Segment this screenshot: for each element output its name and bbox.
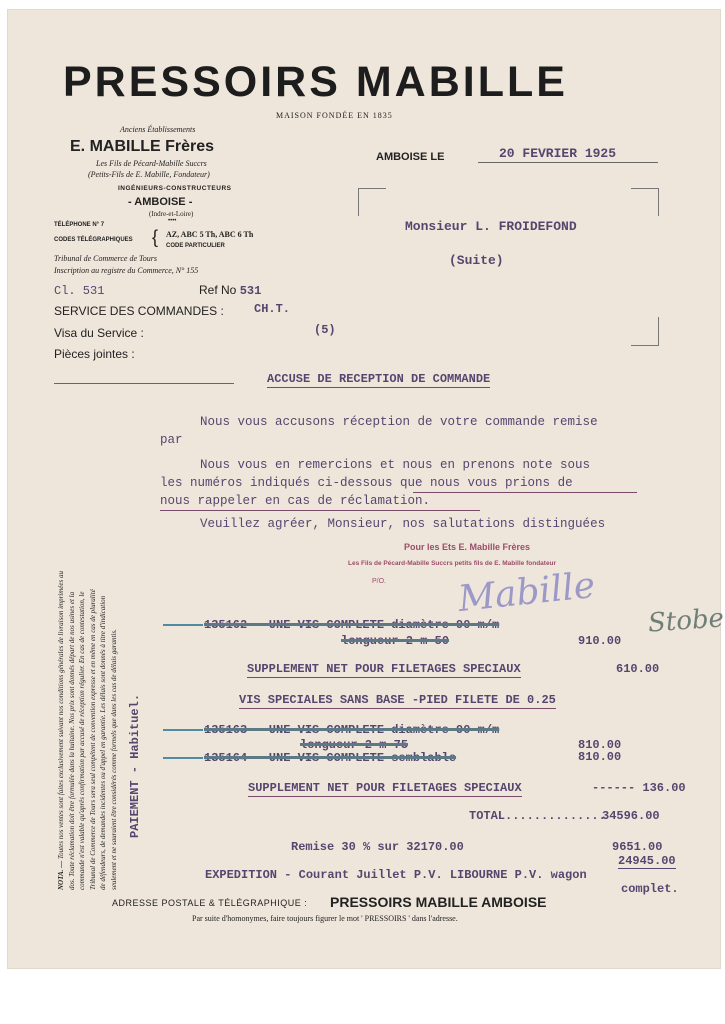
reference-line <box>199 283 261 298</box>
ref-label: Ref No <box>199 283 237 297</box>
note-line: dos. Toute réclamation doit être formulée dans la huitaine. Nos prix sont donnés départ de nos usines et la <box>67 591 76 890</box>
net-value: 24945.00 <box>618 854 676 868</box>
window-corner-tr <box>631 188 659 189</box>
legal-note <box>56 571 119 890</box>
class-number: Cl. 531 <box>54 284 105 298</box>
paragraph-2-line-3: nous rappeler en cas de réclamation. <box>160 494 431 508</box>
note-line: de défendeurs, de demandes incidentes ou d'appel en garantie. Les délais sont donnés à titre d'indication <box>99 595 107 890</box>
item-3-text: VIS SPECIALES SANS BASE -PIED FILETE DE 0.25 <box>239 693 556 707</box>
item-4-amount: 810.00 <box>578 738 622 752</box>
item-5-amount: 810.00 <box>578 750 622 764</box>
window-corner-tr-v <box>658 188 659 216</box>
paragraph-1-line-1: Nous vous accusons réception de votre commande remise <box>200 415 598 429</box>
tribunal-line: Tribunal de Commerce de Tours <box>54 254 157 263</box>
telegraph-codes: AZ, ABC 5 Th, ABC 6 Th <box>166 230 254 239</box>
item-1-dash <box>163 624 203 626</box>
letter-date: 20 FEVRIER 1925 <box>499 146 617 161</box>
handwritten-annotation: Stobe <box>647 603 725 639</box>
closing-line: Veuillez agréer, Monsieur, nos salutations distinguées <box>200 517 606 531</box>
former-establishments: Anciens Établissements <box>120 125 196 134</box>
company-title: PRESSOIRS MABILLE <box>63 58 568 106</box>
ref-number: 531 <box>239 284 262 298</box>
footer-homonyms: Par suite d'homonymes, faire toujours figurer le mot ' PRESSOIRS ' dans l'adresse. <box>192 914 458 923</box>
underline-mark-2 <box>160 510 480 511</box>
left-separator <box>54 383 234 384</box>
item-1-sub: longueur 2 m 50 <box>341 634 450 648</box>
expedition-line-2: complet. <box>621 882 679 896</box>
item-2-amount: 610.00 <box>616 662 660 676</box>
registry-line <box>54 266 198 275</box>
item-4-text: 135163 - UNE VIS COMPLETE diamètre 90 m/m <box>204 723 500 737</box>
window-corner-br <box>631 345 659 346</box>
date-place: AMBOISE LE <box>376 151 445 163</box>
stamp-line-1: Pour les Ets E. Mabille Frères <box>404 542 531 552</box>
city-line: - AMBOISE - <box>128 196 193 208</box>
date-underline <box>478 162 658 163</box>
stamp-line-3: P/O. <box>372 578 387 585</box>
note-line: commande n'est valable qu'après confirmation par accusé de réception régulier. En cas de contestation, le <box>78 591 86 890</box>
item-1-text: 135162 - UNE VIS COMPLETE diamètre 90 m/m <box>204 618 500 632</box>
note-line: Tribunal de Commerce de Tours sera seul compétent de convention expresse et en même en cas de pluralité <box>88 589 97 890</box>
firm-name: E. MABILLE Frères <box>70 138 215 155</box>
recipient-suite: (Suite) <box>449 253 504 268</box>
signature: Mabille <box>456 564 597 621</box>
window-corner-tl <box>358 188 386 189</box>
letter-paper <box>8 10 725 968</box>
stamp-line-2: Les Fils de Pécard-Mabille Succrs petits fils de E. Mabille fondateur <box>348 560 557 567</box>
item-2-text: SUPPLEMENT NET POUR FILETAGES SPECIAUX <box>247 662 521 676</box>
footer-address: PRESSOIRS MABILLE AMBOISE <box>330 894 547 910</box>
note-line: Toutes nos ventes sont faites exclusivement suivant nos conditions générales de livraison imprimées au <box>57 571 65 860</box>
total-label: TOTAL.............. <box>469 809 606 823</box>
note-label: NOTA. — <box>57 860 65 890</box>
underline-mark-1 <box>413 492 637 493</box>
payment-terms: PAIEMENT - Habituel. <box>128 693 142 838</box>
service-value: CH.T. <box>254 302 291 316</box>
item-6-amount: ------ 136.00 <box>592 781 686 795</box>
region-line: (Indre-et-Loire) <box>149 210 194 218</box>
item-1-amount: 910.00 <box>578 634 622 648</box>
expedition-line: EXPEDITION - Courant Juillet P.V. LIBOURNE P.V. wagon <box>205 868 587 882</box>
recipient-name: Monsieur L. FROIDEFOND <box>405 219 577 234</box>
attachments-label: Pièces jointes : <box>54 347 135 361</box>
discount-label: Remise 30 % sur 32170.00 <box>291 840 464 854</box>
subject-line: ACCUSE DE RECEPTION DE COMMANDE <box>267 372 491 386</box>
total-value: 34596.00 <box>602 809 660 823</box>
service-label: SERVICE DES COMMANDES : <box>54 304 224 318</box>
visa-value: (5) <box>314 323 336 337</box>
note-line: seulement et ne sauraient être considérés comme formels que dans les cas de délais garantis. <box>109 629 118 890</box>
successors-line: Les Fils de Pécard-Mabille Succrs <box>96 159 207 168</box>
private-code-label: CODE PARTICULIER <box>166 243 225 249</box>
paragraph-2-line-1: Nous vous en remercions et nous en prenons note sous <box>200 458 591 472</box>
ornament-dots: •••• <box>168 218 177 224</box>
visa-label: Visa du Service : <box>54 326 144 340</box>
item-5-dash <box>163 757 203 759</box>
registry-label: Inscription au registre du Commerce, N° <box>54 266 185 275</box>
registry-number: 155 <box>186 266 199 275</box>
trade-line: INGÉNIEURS-CONSTRUCTEURS <box>118 185 232 192</box>
item-4-dash <box>163 729 203 731</box>
window-corner-tl-v <box>358 188 359 216</box>
window-corner-br-v <box>658 317 659 345</box>
footer-address-label: ADRESSE POSTALE & TÉLÉGRAPHIQUE : <box>112 898 308 908</box>
codes-label: CODES TÉLÉGRAPHIQUES <box>54 237 133 243</box>
brace-icon: { <box>152 227 159 247</box>
grandsons-line: (Petits-Fils de E. Mabille, Fondateur) <box>88 170 210 179</box>
paragraph-2-line-2: les numéros indiqués ci-dessous que nous vous prions de <box>160 476 573 490</box>
item-5-text: 135164 - UNE VIS COMPLETE semblable <box>204 751 457 765</box>
discount-value: 9651.00 <box>612 840 663 854</box>
phone-line: TÉLÉPHONE N° 7 <box>54 222 105 228</box>
founded-line: MAISON FONDÉE EN 1835 <box>276 111 393 120</box>
paragraph-1-line-2: par <box>160 433 183 447</box>
item-4-sub: longueur 2 m 75 <box>300 738 409 752</box>
item-6-text: SUPPLEMENT NET POUR FILETAGES SPECIAUX <box>248 781 522 795</box>
